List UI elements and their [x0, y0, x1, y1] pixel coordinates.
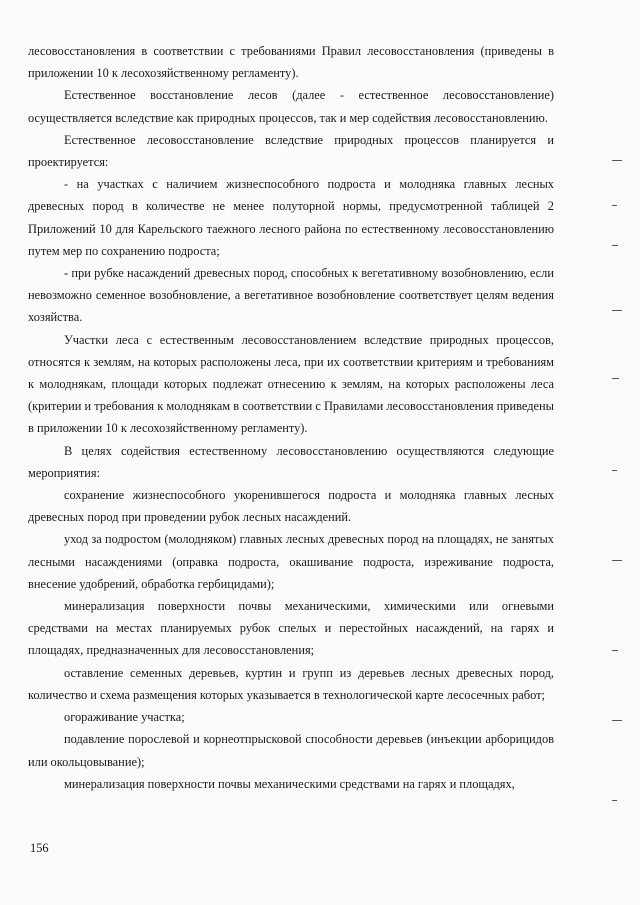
scan-mark — [612, 378, 619, 379]
list-item: подавление порослевой и корнеотпрысковой способности деревьев (инъекции арборицидов или окольцовывание); — [28, 732, 554, 769]
scan-mark — [612, 310, 622, 311]
list-item: огораживание участка; — [64, 710, 185, 725]
scan-mark — [612, 245, 618, 246]
page-number: 156 — [30, 841, 49, 855]
paragraph: лесовосстановления в соответствии с требованиями Правил лесовосстановления (приведены в приложении 10 к лесохозяйственному регламенту). — [28, 44, 554, 81]
list-item: сохранение жизнеспособного укоренившегося подроста и молодняка главных лесных древесных пород при проведении рубок лесных насаждений. — [28, 488, 554, 525]
scan-mark — [612, 470, 617, 471]
scan-mark — [612, 205, 617, 206]
list-item: оставление семенных деревьев, куртин и групп из деревьев лесных древесных пород, количество и схема размещения которых указывается в технологической карте лесосечных работ; — [28, 665, 554, 702]
paragraph: Естественное лесовосстановление вследствие природных процессов планируется и проектируется: — [28, 132, 554, 170]
list-item: уход за подростом (молодняком) главных лесных древесных пород на площадях, не занятых лесными насаждениями (оправка подроста, окашивание подроста, изреживание подроста, внесение удобрений, обработка гербицидами); — [28, 532, 554, 591]
scan-mark — [612, 800, 617, 801]
body-text — [28, 40, 554, 795]
scan-mark — [612, 560, 622, 561]
list-item: - при рубке насаждений древесных пород, способных к вегетативному возобновлению, если невозможно семенное возобновление, а вегетативное возобновление соответствует целям ведения хозяйства. — [28, 266, 554, 325]
scan-mark — [612, 720, 622, 721]
scan-mark — [612, 650, 618, 651]
list-item: минерализация поверхности почвы механическими, химическими или огневыми средствами на местах планируемых рубок спелых и перестойных насаждений, на гарях и площадях, предназначенных для лесовосстановления; — [28, 599, 554, 658]
scan-mark — [612, 160, 622, 161]
paragraph: Естественное восстановление лесов (далее - естественное лесовосстановление) осуществляется вследствие как природных процессов, так и мер содействия лесовосстановлению. — [28, 88, 554, 125]
list-item: - на участках с наличием жизнеспособного подроста и молодняка главных лесных древесных пород в количестве не менее полуторной нормы, предусмотренной таблицей 2 Приложений 10 для Карельского таежного лесного района по естественному лесовосстановлению путем мер по сохранению подроста; — [28, 177, 554, 258]
list-item: минерализация поверхности почвы механическими средствами на гарях и площадях, — [64, 776, 515, 791]
paragraph: В целях содействия естественному лесовосстановлению осуществляются следующие мероприятия: — [28, 443, 554, 480]
paragraph: Участки леса с естественным лесовосстановлением вследствие природных процессов, относятся к землям, на которых расположены леса, при их соответствии критериям и требованиям к молоднякам, площади которых подлежат отнесению к землям, на которых расположены леса (критерии и требования к молоднякам в соответствии с Правилами лесовосстановления приведены в приложении 10 к лесохозяйственному регламенту). — [28, 332, 554, 436]
